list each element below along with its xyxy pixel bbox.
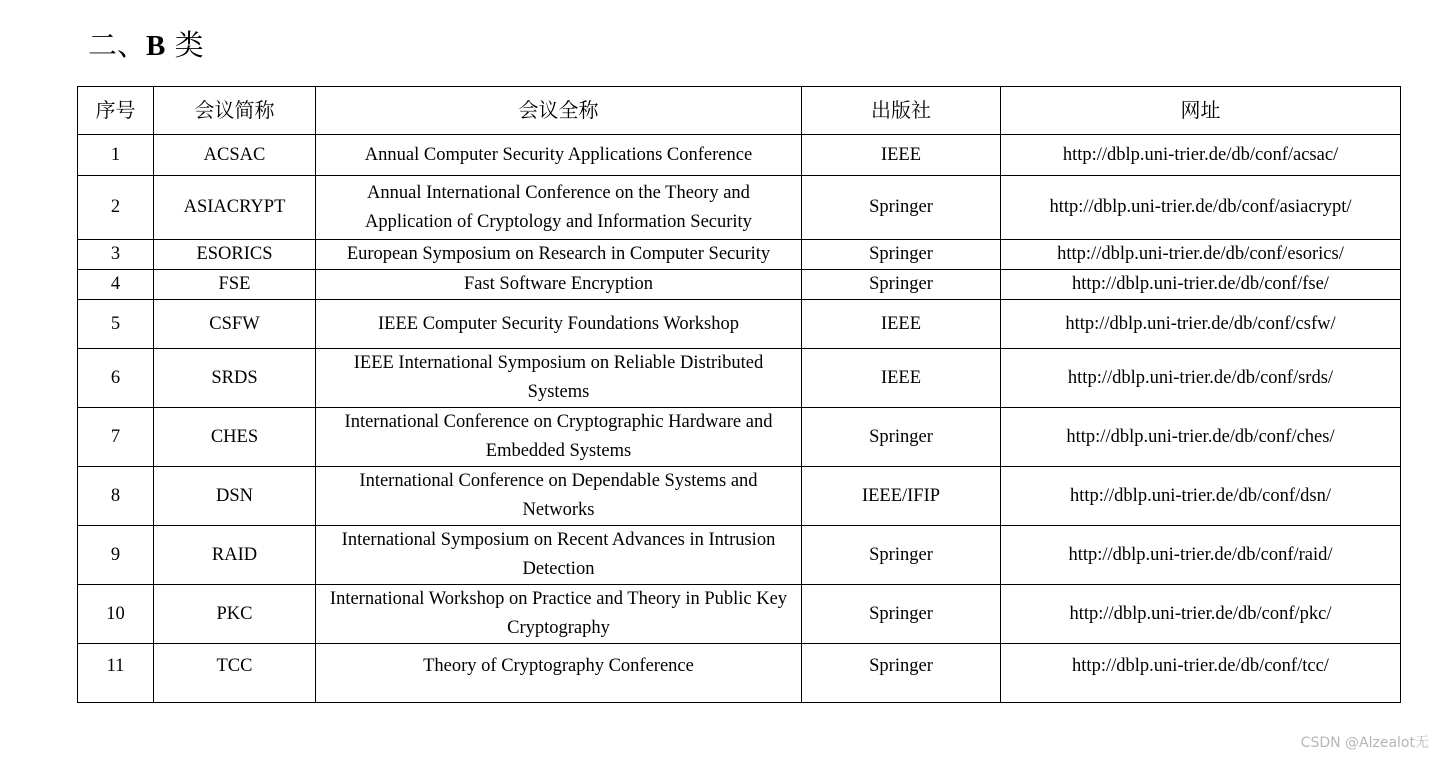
cell-no: 10 <box>78 585 154 644</box>
cell-abbr: PKC <box>154 585 316 644</box>
section-heading <box>88 26 204 65</box>
cell-full-name: Annual Computer Security Applications Conference <box>316 135 802 176</box>
cell-full-name: Fast Software Encryption <box>316 270 802 300</box>
cell-url: http://dblp.uni-trier.de/db/conf/acsac/ <box>1001 135 1401 176</box>
cell-url: http://dblp.uni-trier.de/db/conf/fse/ <box>1001 270 1401 300</box>
cell-abbr: TCC <box>154 644 316 703</box>
cell-abbr: ASIACRYPT <box>154 176 316 240</box>
cell-full-name: IEEE International Symposium on Reliable Distributed Systems <box>316 349 802 408</box>
cell-no: 2 <box>78 176 154 240</box>
table-row <box>78 135 1401 176</box>
cell-full-name: Theory of Cryptography Conference <box>316 644 802 703</box>
cell-publisher: IEEE <box>802 349 1001 408</box>
cell-no: 1 <box>78 135 154 176</box>
table-row <box>78 300 1401 349</box>
cell-abbr: SRDS <box>154 349 316 408</box>
cell-no: 6 <box>78 349 154 408</box>
header-no: 序号 <box>78 87 154 135</box>
cell-abbr: ACSAC <box>154 135 316 176</box>
heading-category-letter: B <box>146 30 166 62</box>
cell-abbr: CHES <box>154 408 316 467</box>
cell-abbr: FSE <box>154 270 316 300</box>
header-full-name: 会议全称 <box>316 87 802 135</box>
cell-no: 11 <box>78 644 154 703</box>
cell-full-name: Annual International Conference on the Theory and Application of Cryptology and Information Security <box>316 176 802 240</box>
cell-publisher: Springer <box>802 408 1001 467</box>
cell-publisher: IEEE <box>802 300 1001 349</box>
cell-publisher: Springer <box>802 644 1001 703</box>
header-publisher: 出版社 <box>802 87 1001 135</box>
cell-url: http://dblp.uni-trier.de/db/conf/asiacrypt/ <box>1001 176 1401 240</box>
cell-no: 5 <box>78 300 154 349</box>
cell-full-name: European Symposium on Research in Computer Security <box>316 240 802 270</box>
table-header-row <box>78 87 1401 135</box>
table-row <box>78 644 1401 703</box>
csdn-watermark: CSDN @Alzealot无 <box>1300 735 1429 751</box>
cell-full-name: International Conference on Dependable Systems and Networks <box>316 467 802 526</box>
cell-publisher: Springer <box>802 585 1001 644</box>
cell-url: http://dblp.uni-trier.de/db/conf/pkc/ <box>1001 585 1401 644</box>
cell-full-name: International Workshop on Practice and Theory in Public Key Cryptography <box>316 585 802 644</box>
table-row <box>78 240 1401 270</box>
cell-abbr: RAID <box>154 526 316 585</box>
cell-full-name: IEEE Computer Security Foundations Workshop <box>316 300 802 349</box>
cell-abbr: DSN <box>154 467 316 526</box>
cell-publisher: Springer <box>802 270 1001 300</box>
cell-url: http://dblp.uni-trier.de/db/conf/srds/ <box>1001 349 1401 408</box>
cell-publisher: Springer <box>802 240 1001 270</box>
cell-no: 3 <box>78 240 154 270</box>
cell-abbr: ESORICS <box>154 240 316 270</box>
table-row <box>78 467 1401 526</box>
cell-publisher: IEEE/IFIP <box>802 467 1001 526</box>
cell-url: http://dblp.uni-trier.de/db/conf/esorics/ <box>1001 240 1401 270</box>
cell-url: http://dblp.uni-trier.de/db/conf/csfw/ <box>1001 300 1401 349</box>
heading-prefix: 二、 <box>88 28 147 62</box>
cell-url: http://dblp.uni-trier.de/db/conf/dsn/ <box>1001 467 1401 526</box>
cell-url: http://dblp.uni-trier.de/db/conf/raid/ <box>1001 526 1401 585</box>
header-abbr: 会议简称 <box>154 87 316 135</box>
table-row <box>78 408 1401 467</box>
cell-url: http://dblp.uni-trier.de/db/conf/ches/ <box>1001 408 1401 467</box>
table-row <box>78 270 1401 300</box>
table-row <box>78 585 1401 644</box>
cell-full-name: International Symposium on Recent Advances in Intrusion Detection <box>316 526 802 585</box>
table-row <box>78 526 1401 585</box>
cell-publisher: IEEE <box>802 135 1001 176</box>
conference-table <box>77 86 1401 703</box>
cell-publisher: Springer <box>802 176 1001 240</box>
cell-no: 8 <box>78 467 154 526</box>
table-row <box>78 349 1401 408</box>
cell-no: 9 <box>78 526 154 585</box>
heading-suffix: 类 <box>165 28 204 62</box>
table-row <box>78 176 1401 240</box>
cell-url: http://dblp.uni-trier.de/db/conf/tcc/ <box>1001 644 1401 703</box>
cell-no: 4 <box>78 270 154 300</box>
header-url: 网址 <box>1001 87 1401 135</box>
cell-no: 7 <box>78 408 154 467</box>
cell-full-name: International Conference on Cryptographic Hardware and Embedded Systems <box>316 408 802 467</box>
cell-abbr: CSFW <box>154 300 316 349</box>
cell-publisher: Springer <box>802 526 1001 585</box>
